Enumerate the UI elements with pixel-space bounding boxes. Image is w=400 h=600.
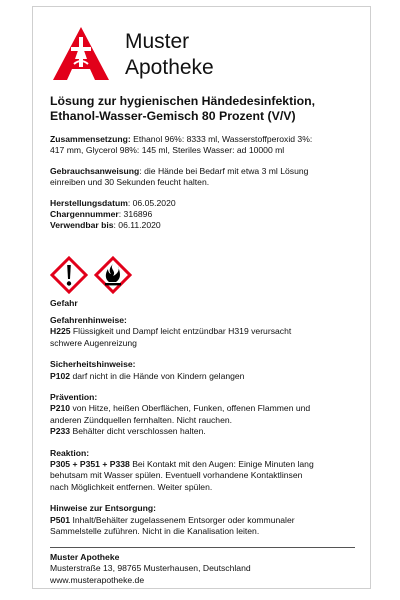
footer-address: Musterstraße 13, 98765 Musterhausen, Deutschland xyxy=(50,563,251,574)
signal-word: Gefahr xyxy=(50,298,78,308)
usage-text-1: : die Hände bei Bedarf mit etwa 3 ml Lösung xyxy=(139,165,309,176)
flame-icon xyxy=(94,256,132,294)
product-label xyxy=(32,6,371,589)
expiry-date-value: : 06.11.2020 xyxy=(113,220,161,231)
safety-statements xyxy=(50,315,362,548)
safety-code: P102 xyxy=(50,370,71,381)
manufacture-date-label: Herstellungsdatum xyxy=(50,197,128,208)
hazard-code: H225 xyxy=(50,326,71,337)
prevention-text-3: Behälter dicht verschlossen halten. xyxy=(70,426,206,437)
reaction-text-1: Bei Kontakt mit den Augen: Einige Minuten lang xyxy=(129,459,314,470)
prevention-heading: Prävention: xyxy=(50,392,98,403)
hazard-heading: Gefahrenhinweise: xyxy=(50,315,127,325)
composition-block xyxy=(50,134,362,157)
exclamation-icon xyxy=(50,256,88,294)
reaction-text-3: nach Möglichkeit entfernen. Weiter spülen. xyxy=(50,481,213,492)
pharmacy-name xyxy=(125,29,214,81)
usage-block xyxy=(50,166,362,189)
batch-number-label: Chargennummer xyxy=(50,209,119,220)
product-title xyxy=(50,94,360,124)
usage-text-2: einreiben und 30 Sekunden feucht halten. xyxy=(50,177,210,188)
disposal-text-1: Inhalt/Behälter zugelassenem Entsorger oder kommunaler xyxy=(70,514,295,525)
prevention-text-2: anderen Zündquellen fernhalten. Nicht rauchen. xyxy=(50,414,233,425)
reaction-heading: Reaktion: xyxy=(50,447,90,458)
safety-heading: Sicherheitshinweise: xyxy=(50,359,136,370)
reaction-text-2: behutsam mit Wasser spülen. Eventuell vorhandene Kontaktlinsen xyxy=(50,470,303,481)
composition-text-1: Ethanol 96%: 8333 ml, Wasserstoffperoxid 3%: xyxy=(133,134,313,144)
composition-label: Zusammensetzung: xyxy=(50,134,131,144)
product-details xyxy=(50,134,362,241)
composition-text-2: 417 mm, Glycerol 98%: 145 ml, Steriles Wasser: ad 10000 ml xyxy=(50,145,285,156)
product-title-line2: Ethanol-Wasser-Gemisch 80 Prozent (V/V) xyxy=(50,109,296,123)
footer-website: www.musterapotheke.de xyxy=(50,574,145,585)
prevention-code-1: P210 xyxy=(50,403,71,414)
footer-name: Muster Apotheke xyxy=(50,552,120,562)
expiry-date-label: Verwendbar bis xyxy=(50,220,114,231)
disposal-code: P501 xyxy=(50,514,71,525)
hazard-text-1: Flüssigkeit und Dampf leicht entzündbar H319 verursacht xyxy=(70,326,292,337)
prevention-text-1: von Hitze, heißen Oberflächen, Funken, offenen Flammen und xyxy=(70,403,311,414)
pharmacy-footer xyxy=(50,552,251,586)
product-title-line1: Lösung zur hygienischen Händedesinfektion, xyxy=(50,94,316,108)
manufacture-date-value: : 06.05.2020 xyxy=(127,197,176,208)
hazard-block xyxy=(50,315,362,349)
hazard-text-2: schwere Augenreizung xyxy=(50,337,137,348)
safety-block xyxy=(50,359,362,382)
safety-text: darf nicht in die Hände von Kindern gelangen xyxy=(70,370,245,381)
pharmacy-name-line2: Apotheke xyxy=(125,56,214,79)
disposal-text-2: Sammelstelle zuführen. Nicht in die Kanalisation leiten. xyxy=(50,526,260,537)
ghs-pictograms xyxy=(50,256,134,294)
prevention-code-2: P233 xyxy=(50,426,71,437)
prevention-block xyxy=(50,392,362,438)
reaction-code: P305 + P351 + P338 xyxy=(50,459,130,470)
disposal-heading: Hinweise zur Entsorgung: xyxy=(50,503,156,514)
usage-label: Gebrauchsanweisung xyxy=(50,165,140,176)
batch-number-value: : 316896 xyxy=(118,209,153,220)
footer-divider xyxy=(50,547,355,548)
reaction-block xyxy=(50,448,362,494)
pharmacy-name-line1: Muster xyxy=(125,30,190,53)
dates-block xyxy=(50,198,362,232)
disposal-block xyxy=(50,503,362,537)
apotheke-logo-icon xyxy=(50,26,112,82)
